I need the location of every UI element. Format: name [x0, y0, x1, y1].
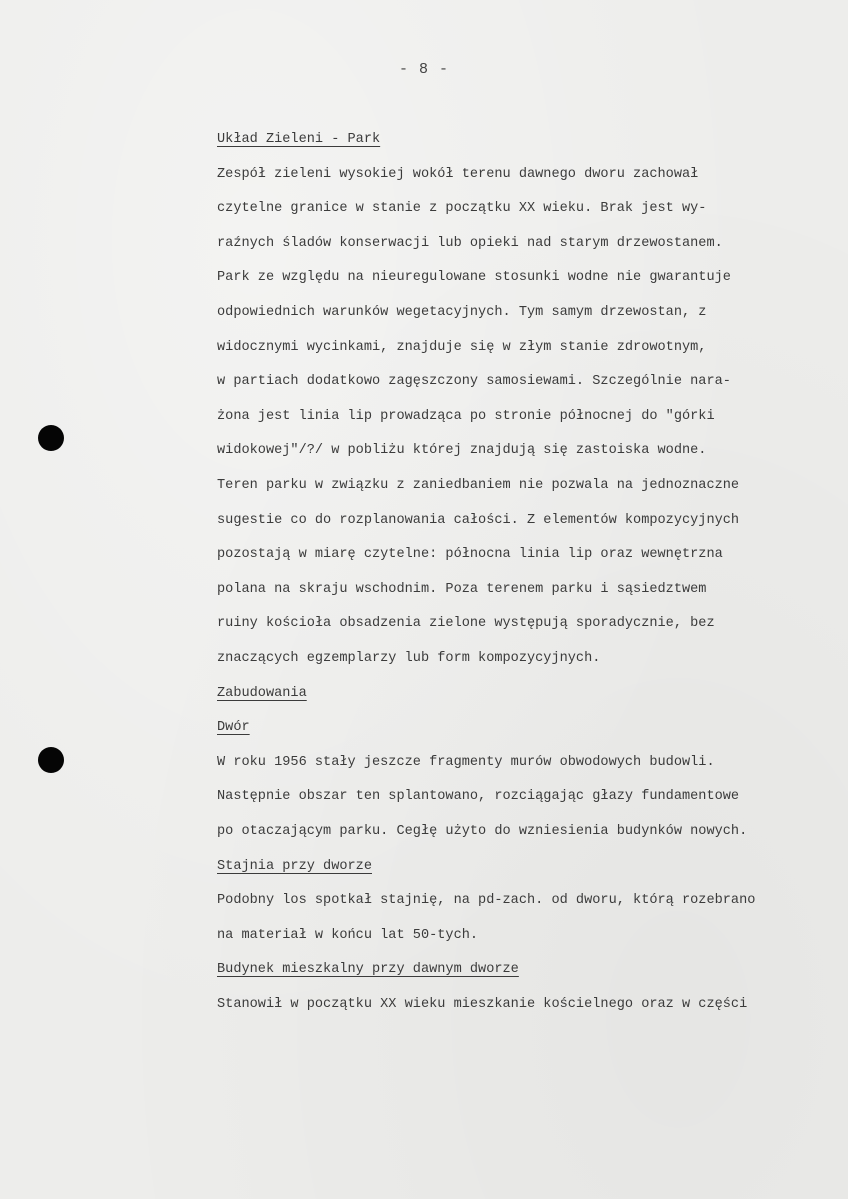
punch-hole-top — [38, 425, 64, 451]
text-line: Park ze względu na nieuregulowane stosunki wodne nie gwarantuje — [217, 270, 731, 286]
text-line: raźnych śladów konserwacji lub opieki nad starym drzewostanem. — [217, 235, 723, 251]
text-line: widokowej"/?/ w pobliżu której znajdują się zastoiska wodne. — [217, 443, 707, 459]
text-line: Teren parku w związku z zaniedbaniem nie pozwala na jednoznaczne — [217, 478, 740, 493]
punch-hole-bottom — [38, 747, 64, 773]
text-line: na materiał w końcu lat 50-tych. — [217, 927, 479, 943]
text-line: W roku 1956 stały jeszcze fragmenty murów obwodowych budowli. — [217, 754, 715, 770]
section-heading: Zabudowania — [217, 685, 307, 701]
text-line: polana na skraju wschodnim. Poza terenem parku i sąsiedztwem — [217, 581, 707, 597]
text-line: pozostają w miarę czytelne: północna linia lip oraz wewnętrzna — [217, 547, 723, 563]
text-line: w partiach dodatkowo zagęszczony samosiewami. Szczególnie nara- — [217, 374, 731, 390]
text-line: sugestie co do rozplanowania całości. Z elementów kompozycyjnych — [217, 512, 740, 528]
text-line: Stanowił w początku XX wieku mieszkanie kościelnego oraz w części — [217, 997, 748, 1012]
text-line: żona jest linia lip prowadząca po stronie północnej do "górki — [217, 408, 715, 424]
section-heading: Budynek mieszkalny przy dawnym dworze — [217, 962, 519, 978]
text-line: Podobny los spotkał stajnię, na pd-zach. od dworu, którą rozebrano — [217, 893, 756, 909]
section-heading: Układ Zieleni - Park — [217, 132, 381, 147]
section-heading: Dwór — [217, 720, 250, 736]
text-line: znaczących egzemplarzy lub form kompozycyjnych. — [217, 651, 601, 666]
text-line: Zespół zieleni wysokiej wokół terenu dawnego dworu zachował — [217, 166, 699, 182]
section-heading: Stajnia przy dworze — [217, 858, 372, 874]
page-number: - 8 - — [398, 61, 449, 78]
text-line: Następnie obszar ten splantowano, rozciągając głazy fundamentowe — [217, 789, 740, 805]
text-line: widocznymi wycinkami, znajduje się w złym stanie zdrowotnym, — [217, 339, 707, 355]
text-line: ruiny kościoła obsadzenia zielone występują sporadycznie, bez — [217, 616, 715, 632]
text-line: po otaczającym parku. Cegłę użyto do wzniesienia budynków nowych. — [217, 824, 748, 839]
text-line: odpowiednich warunków wegetacyjnych. Tym samym drzewostan, z — [217, 305, 707, 320]
text-line: czytelne granice w stanie z początku XX wieku. Brak jest wy- — [217, 201, 707, 217]
